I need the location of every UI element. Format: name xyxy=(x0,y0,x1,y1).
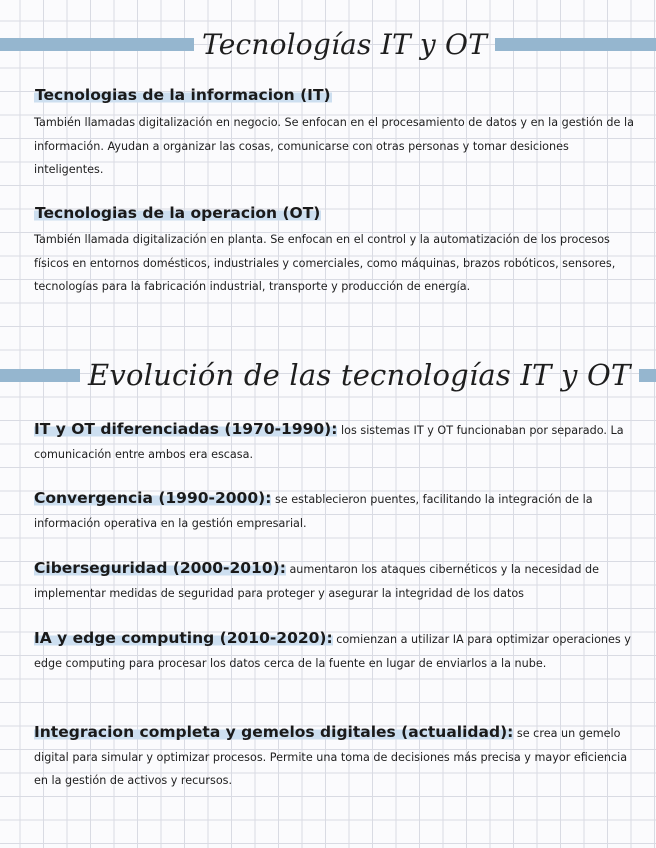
evolution-item xyxy=(34,627,638,675)
heading-ot: Tecnologias de la operacion (OT) xyxy=(35,204,321,222)
evolution-item xyxy=(34,487,638,535)
heading-it: Tecnologias de la informacion (IT) xyxy=(35,86,331,104)
evolution-item-text: los sistemas IT y OT funcionaban por separado. La comunicación entre ambos era escasa. xyxy=(34,424,624,461)
evolution-item-lead: Integracion completa y gemelos digitales (actualidad): xyxy=(34,723,514,741)
paragraph-it: También llamadas digitalización en negocio. Se enfocan en el procesamiento de datos y en la gestión de la información. Ayudan a organizar las cosas, comunicarse con otras personas y tomar desiciones inteligentes. xyxy=(34,116,634,176)
evolution-item-lead: Ciberseguridad (2000-2010): xyxy=(34,559,286,577)
evolution-item-text: aumentaron los ataques cibernéticos y la necesidad de implementar medidas de seguridad para proteger y asegurar la integridad de los datos xyxy=(34,563,599,600)
evolution-item xyxy=(34,721,638,793)
evolution-item xyxy=(34,418,638,466)
evolution-item-lead: IT y OT diferenciadas (1970-1990): xyxy=(34,420,338,438)
section-title: Evolución de las tecnologías IT y OT xyxy=(88,358,631,392)
title-banner-2 xyxy=(0,358,656,392)
evolution-item-lead: Convergencia (1990-2000): xyxy=(34,489,272,507)
paragraph-ot: También llamada digitalización en planta. Se enfocan en el control y la automatización de los procesos físicos en entornos domésticos, industriales y comerciales, como máquinas, brazos robóticos, sensores, tecnologías para la fabricación industrial, transporte y producción de energía. xyxy=(34,233,616,293)
evolution-item-text: comienzan a utilizar IA para optimizar operaciones y edge computing para procesar los datos cerca de la fuente en lugar de enviarlos a la nube. xyxy=(34,633,631,670)
evolution-item-lead: IA y edge computing (2010-2020): xyxy=(34,629,333,647)
title-bar-left xyxy=(0,369,80,382)
title-banner-1 xyxy=(0,28,656,61)
evolution-item-text: se establecieron puentes, facilitando la integración de la información operativa en la gestión empresarial. xyxy=(34,493,593,530)
title-bar-right xyxy=(495,38,656,51)
evolution-item-text: se crea un gemelo digital para simular y optimizar procesos. Permite una toma de decisiones más precisa y mayor eficiencia en la gestión de activos y recursos. xyxy=(34,727,628,787)
title-bar-left xyxy=(0,38,194,51)
title-bar-right xyxy=(639,369,656,382)
page-title: Tecnologías IT y OT xyxy=(202,28,488,61)
evolution-item xyxy=(34,557,638,605)
